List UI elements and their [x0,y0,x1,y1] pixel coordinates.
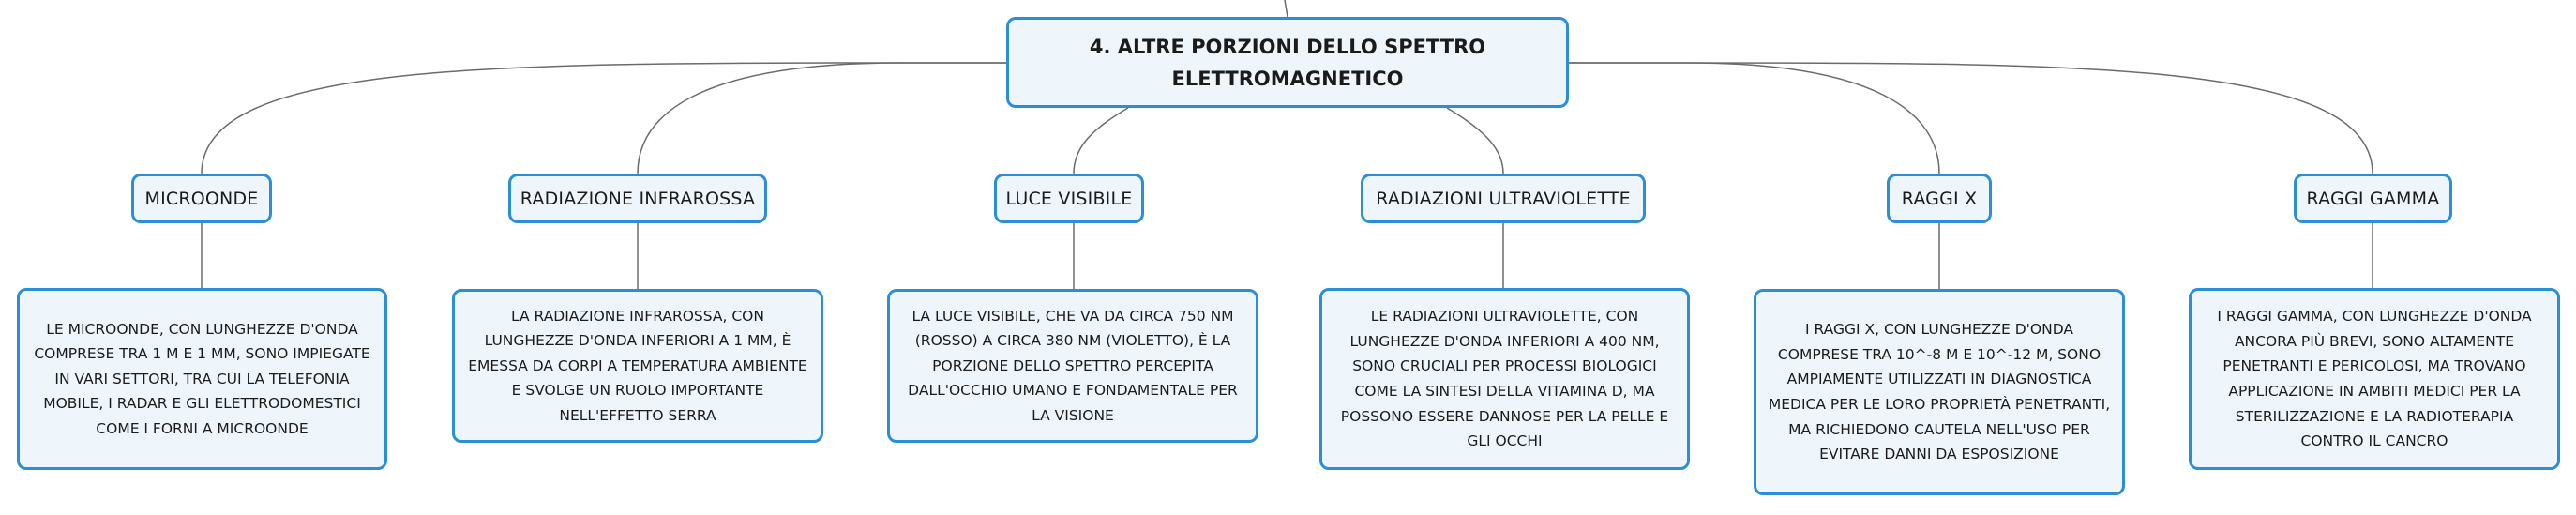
connector-root-raggix [1569,63,1939,174]
topic-microonde[interactable] [131,174,272,223]
detail-radiazione-infrarossa[interactable] [452,289,823,443]
detail-text: LE RADIAZIONI ULTRAVIOLETTE, CON LUNGHEZZE D'ONDA INFERIORI A 400 NM, SONO CRUCIALI PER PROCESSI BIOLOGICI COME LA SINTESI DELLA VITAMINA D, MA POSSONO ESSERE DANNOSE PER LA PELLE E GLI OCCHI [1340,308,1669,450]
connector-root-microonde [202,63,1006,174]
detail-text: LE MICROONDE, CON LUNGHEZZE D'ONDA COMPRESE TRA 1 M E 1 MM, SONO IMPIEGATE IN VARI SETTORI, TRA CUI LA TELEFONIA MOBILE, I RADAR E GLI ELETTRODOMESTICI COME I FORNI A MICROONDE [34,320,370,437]
topic-label: RAGGI X [1901,188,1978,209]
detail-radiazioni-ultraviolette[interactable] [1319,288,1690,470]
detail-luce-visibile[interactable] [887,289,1258,443]
topic-label: RADIAZIONE INFRAROSSA [520,188,756,209]
connector-root-infrarossa [638,63,1006,174]
topic-label: RADIAZIONI ULTRAVIOLETTE [1376,188,1631,209]
detail-raggi-x[interactable] [1754,289,2125,495]
topic-label: LUCE VISIBILE [1005,188,1133,209]
connector-root-ultraviolette [1447,108,1503,174]
topic-radiazioni-ultraviolette[interactable] [1361,174,1646,223]
topic-raggi-gamma[interactable] [2294,174,2452,223]
detail-text: I RAGGI GAMMA, CON LUNGHEZZE D'ONDA ANCORA PIÙ BREVI, SONO ALTAMENTE PENETRANTI E PERICOLOSI, MA TROVANO APPLICAZIONE IN AMBITI MEDICI PER LA STERILIZZAZIONE E LA RADIOTERAPIA CONTRO IL CANCRO [2217,308,2532,450]
detail-text: LA RADIAZIONE INFRAROSSA, CON LUNGHEZZE D'ONDA INFERIORI A 1 MM, È EMESSA DA CORPI A TEMPERATURA AMBIENTE E SVOLGE UN RUOLO IMPORTANTE NELL'EFFETTO SERRA [468,307,807,424]
detail-raggi-gamma[interactable] [2189,288,2560,470]
topic-raggi-x[interactable] [1887,174,1992,223]
detail-text: I RAGGI X, CON LUNGHEZZE D'ONDA COMPRESE TRA 10^-8 M E 10^-12 M, SONO AMPIAMENTE UTILIZZATI IN DIAGNOSTICA MEDICA PER LE LORO PROPRIETÀ PENETRANTI, MA RICHIEDONO CAUTELA NELL'USO PER EVITARE DANNI DA ESPOSIZIONE [1768,321,2111,463]
topic-label: RAGGI GAMMA [2306,188,2440,209]
root-topic[interactable] [1006,17,1569,108]
connector-root-gamma [1569,63,2373,174]
root-topic-title: 4. ALTRE PORZIONI DELLO SPETTRO ELETTROMAGNETICO [1089,35,1486,90]
detail-text: LA LUCE VISIBILE, CHE VA DA CIRCA 750 NM (ROSSO) A CIRCA 380 NM (VIOLETTO), È LA PORZIONE DELLO SPETTRO PERCEPITA DALL'OCCHIO UMANO E FONDAMENTALE PER LA VISIONE [908,307,1238,424]
topic-luce-visibile[interactable] [994,174,1144,223]
topic-radiazione-infrarossa[interactable] [508,174,767,223]
detail-microonde[interactable] [17,288,387,470]
connector-root-visibile [1074,108,1128,174]
connector-parent-stub [1285,0,1288,17]
topic-label: MICROONDE [144,188,259,209]
